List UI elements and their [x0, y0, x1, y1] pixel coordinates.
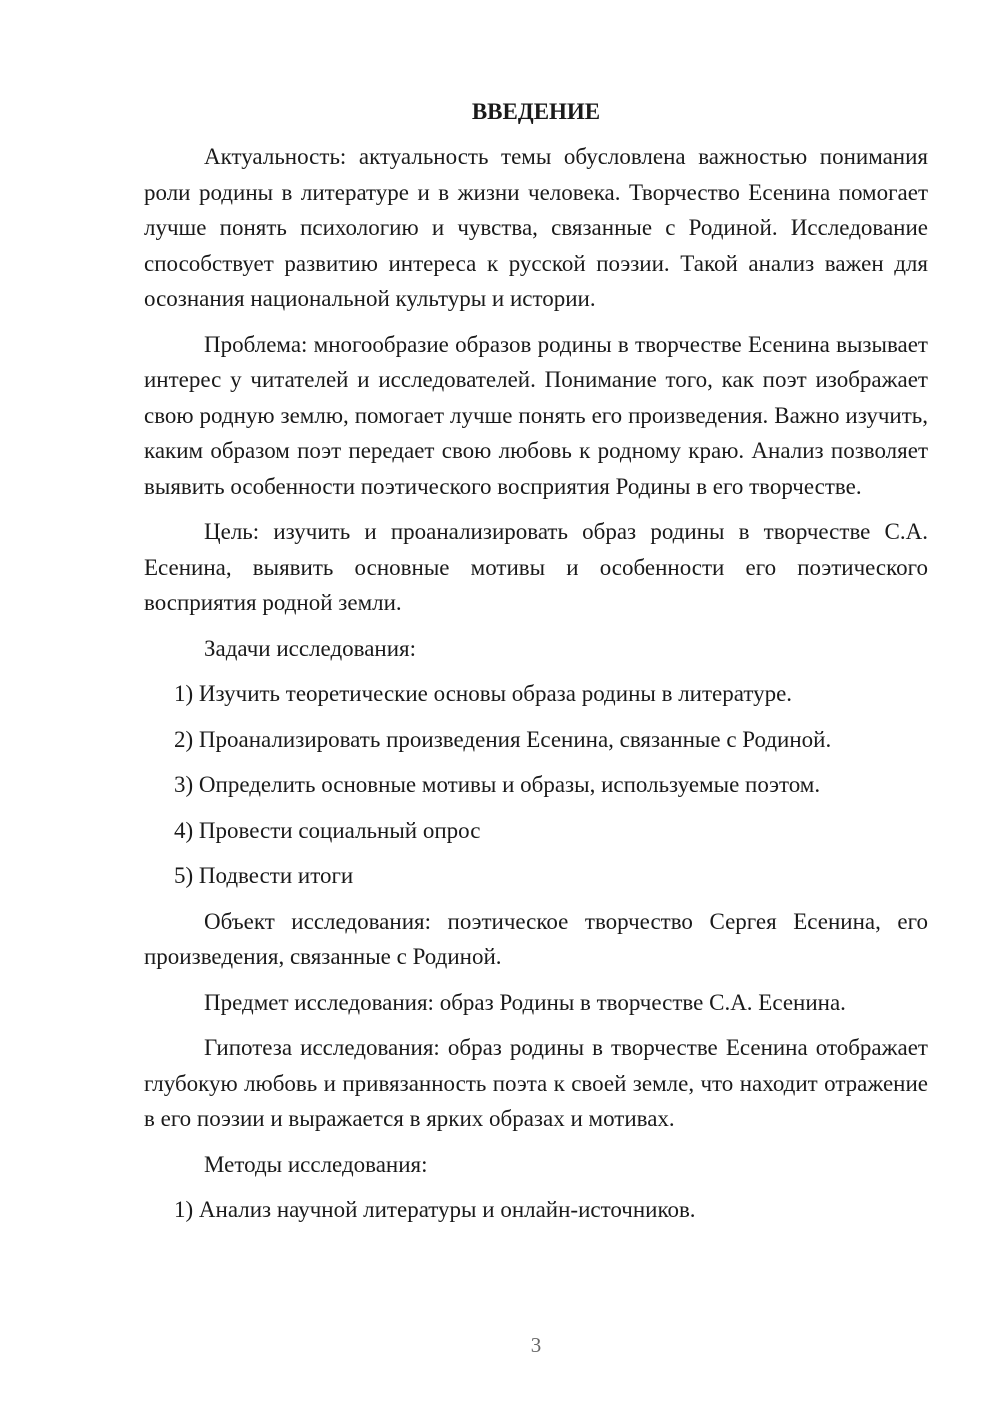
paragraph-goal: Цель: изучить и проанализировать образ родины в творчестве С.А. Есенина, выявить основные мотивы и особенности его поэтического восприятия родной земли. — [144, 519, 928, 615]
page-number: 3 — [530, 1333, 542, 1357]
paragraph-subject: Предмет исследования: образ Родины в творчестве С.А. Есенина. — [204, 989, 846, 1015]
paragraph-object: Объект исследования: поэтическое творчество Сергея Есенина, его произведения, связанные с Родиной. — [144, 908, 928, 969]
page-title: ВВЕДЕНИЕ — [471, 99, 601, 124]
task-item: 3) Определить основные мотивы и образы, используемые поэтом. — [174, 772, 821, 797]
page-content — [144, 94, 928, 1238]
method-item: 1) Анализ научной литературы и онлайн-источников. — [174, 1197, 696, 1222]
paragraph-hypothesis: Гипотеза исследования: образ родины в творчестве Есенина отображает глубокую любовь и привязанность поэта к своей земле, что находит отражение в его поэзии и выражается в ярких образах и мотивах. — [144, 1035, 928, 1131]
task-item: 2) Проанализировать произведения Есенина, связанные с Родиной. — [174, 726, 832, 752]
tasks-heading: Задачи исследования: — [204, 635, 417, 661]
paragraph-problem: Проблема: многообразие образов родины в творчестве Есенина вызывает интерес у читателей и исследователей. Понимание того, как поэт изображает свою родную землю, помогает лучше понять его произведения. Важно изучить, каким образом поэт передает свою любовь к родному краю. Анализ позволяет выявить особенности поэтического восприятия Родины в его творчестве. — [144, 331, 928, 499]
tasks-list — [144, 676, 928, 894]
task-item: 4) Провести социальный опрос — [174, 817, 481, 843]
task-item: 5) Подвести итоги — [174, 863, 354, 888]
methods-list — [144, 1192, 928, 1228]
paragraph-relevance: Актуальность: актуальность темы обусловлена важностью понимания роли родины в литературе и в жизни человека. Творчество Есенина помогает лучше понять психологию и чувства, связанные с Родиной. Исследование способствует развитию интереса к русской поэзии. Такой анализ важен для осознания национальной культуры и истории. — [144, 144, 928, 311]
methods-heading: Методы исследования: — [204, 1151, 428, 1177]
task-item: 1) Изучить теоретические основы образа родины в литературе. — [174, 681, 793, 706]
